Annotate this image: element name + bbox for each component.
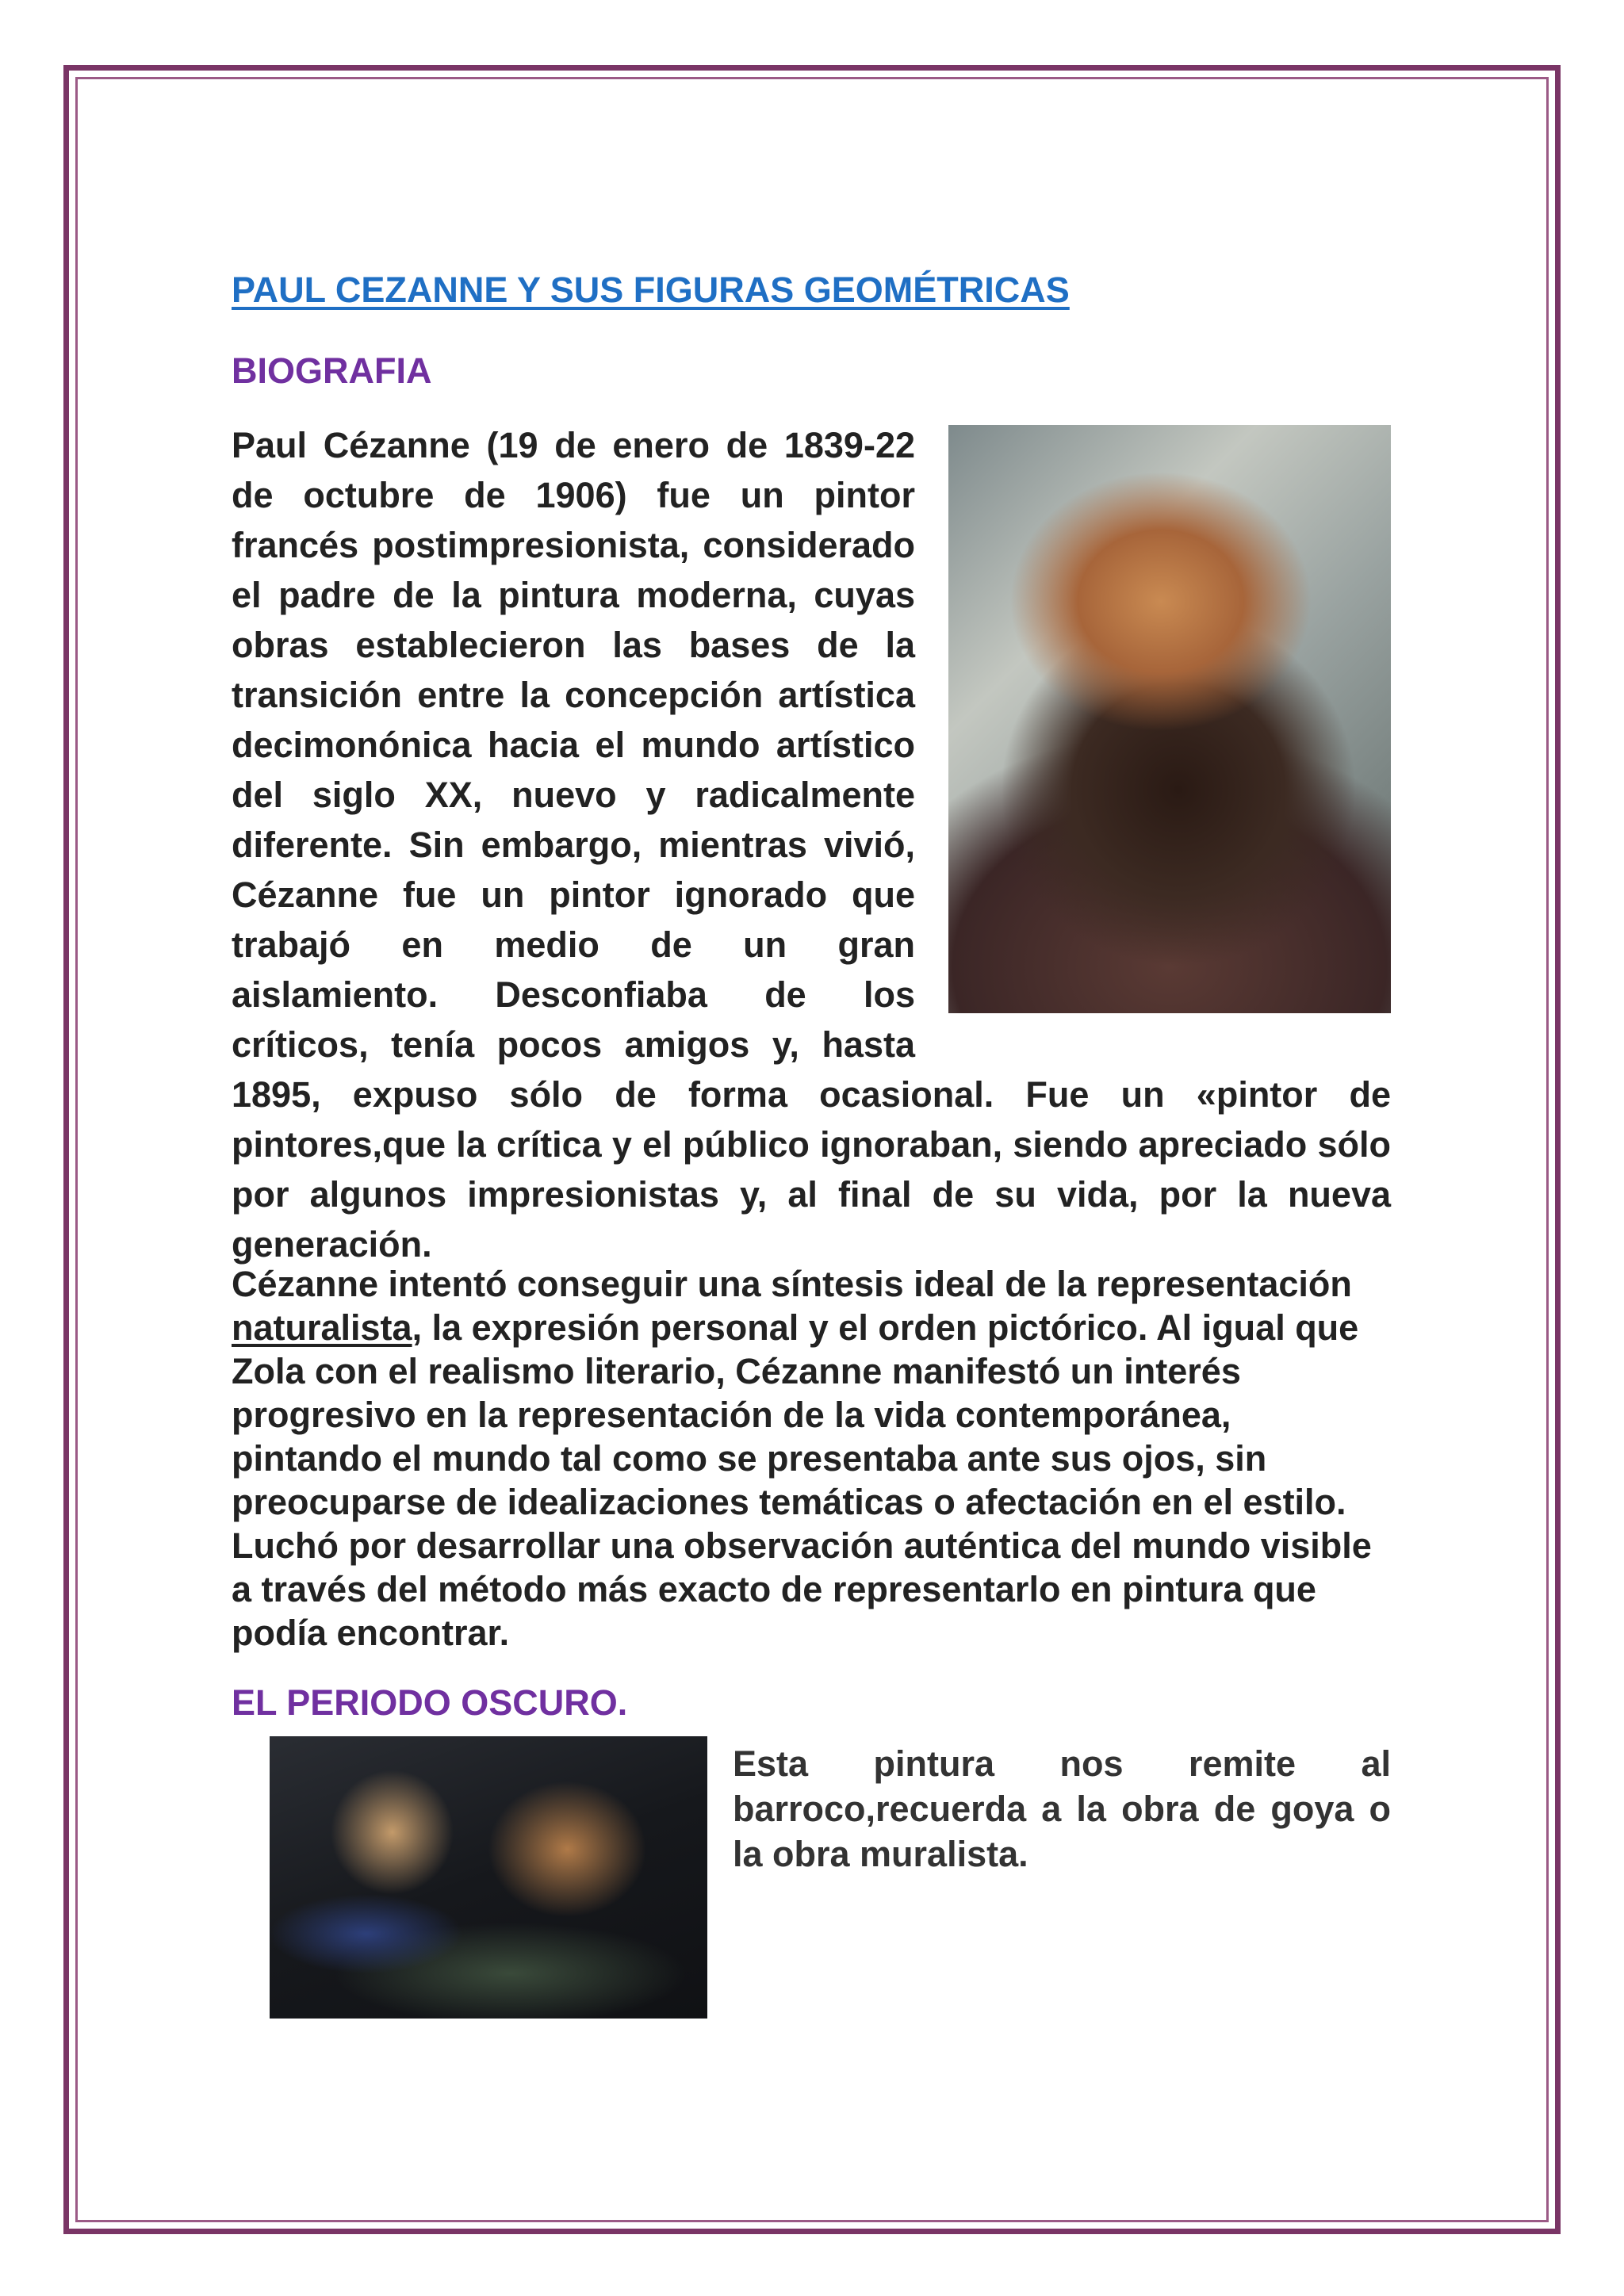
dark-period-caption: Esta pintura nos remite al barroco,recuerda a la obra de goya o la obra muralista. bbox=[733, 1743, 1391, 1874]
naturalista-link[interactable]: naturalista bbox=[232, 1307, 412, 1348]
dark-period-heading: EL PERIODO OSCURO. bbox=[232, 1682, 628, 1723]
biography-paragraph-1-block bbox=[232, 420, 1391, 1269]
paragraph-2-text-end: , la expresión personal y el orden pictórico. Al igual que Zola con el realismo literario, Cézanne manifestó un interés progresivo en la representación de la vida contemporánea, pintando el mundo tal como se presentaba ante sus ojos, sin preocuparse de idealizaciones temáticas o afectación en el estilo. Luchó por desarrollar una observación auténtica del mundo visible a través del método más exacto de representarlo en pintura que podía encontrar. bbox=[232, 1307, 1372, 1653]
biography-paragraph-1: Paul Cézanne (19 de enero de 1839-22 de octubre de 1906) fue un pintor francés postimpresionista, considerado el padre de la pintura moderna, cuyas obras establecieron las bases de la transición entre la concepción artística decimonónica hacia el mundo artístico del siglo XX, nuevo y radicalmente diferente. Sin embargo, mientras vivió, Cézanne fue un pintor ignorado que trabajó en medio de un gran aislamiento. Desconfiaba de los críticos, tenía pocos amigos y, hasta 1895, expuso sólo de forma ocasional. Fue un «pintor de pintores,que la crítica y el público ignoraban, siendo apreciado sólo por algunos impresionistas y, al final de su vida, por la nueva generación. bbox=[232, 425, 1391, 1265]
biography-heading: BIOGRAFIA bbox=[232, 350, 432, 391]
paragraph-2-text-start: Cézanne intentó conseguir una síntesis ideal de la representación bbox=[232, 1264, 1352, 1304]
cezanne-portrait-image bbox=[948, 425, 1391, 1013]
biography-paragraph-2 bbox=[232, 1262, 1388, 1655]
dark-period-painting-image bbox=[270, 1736, 707, 2019]
document-title: PAUL CEZANNE Y SUS FIGURAS GEOMÉTRICAS bbox=[232, 270, 1070, 310]
